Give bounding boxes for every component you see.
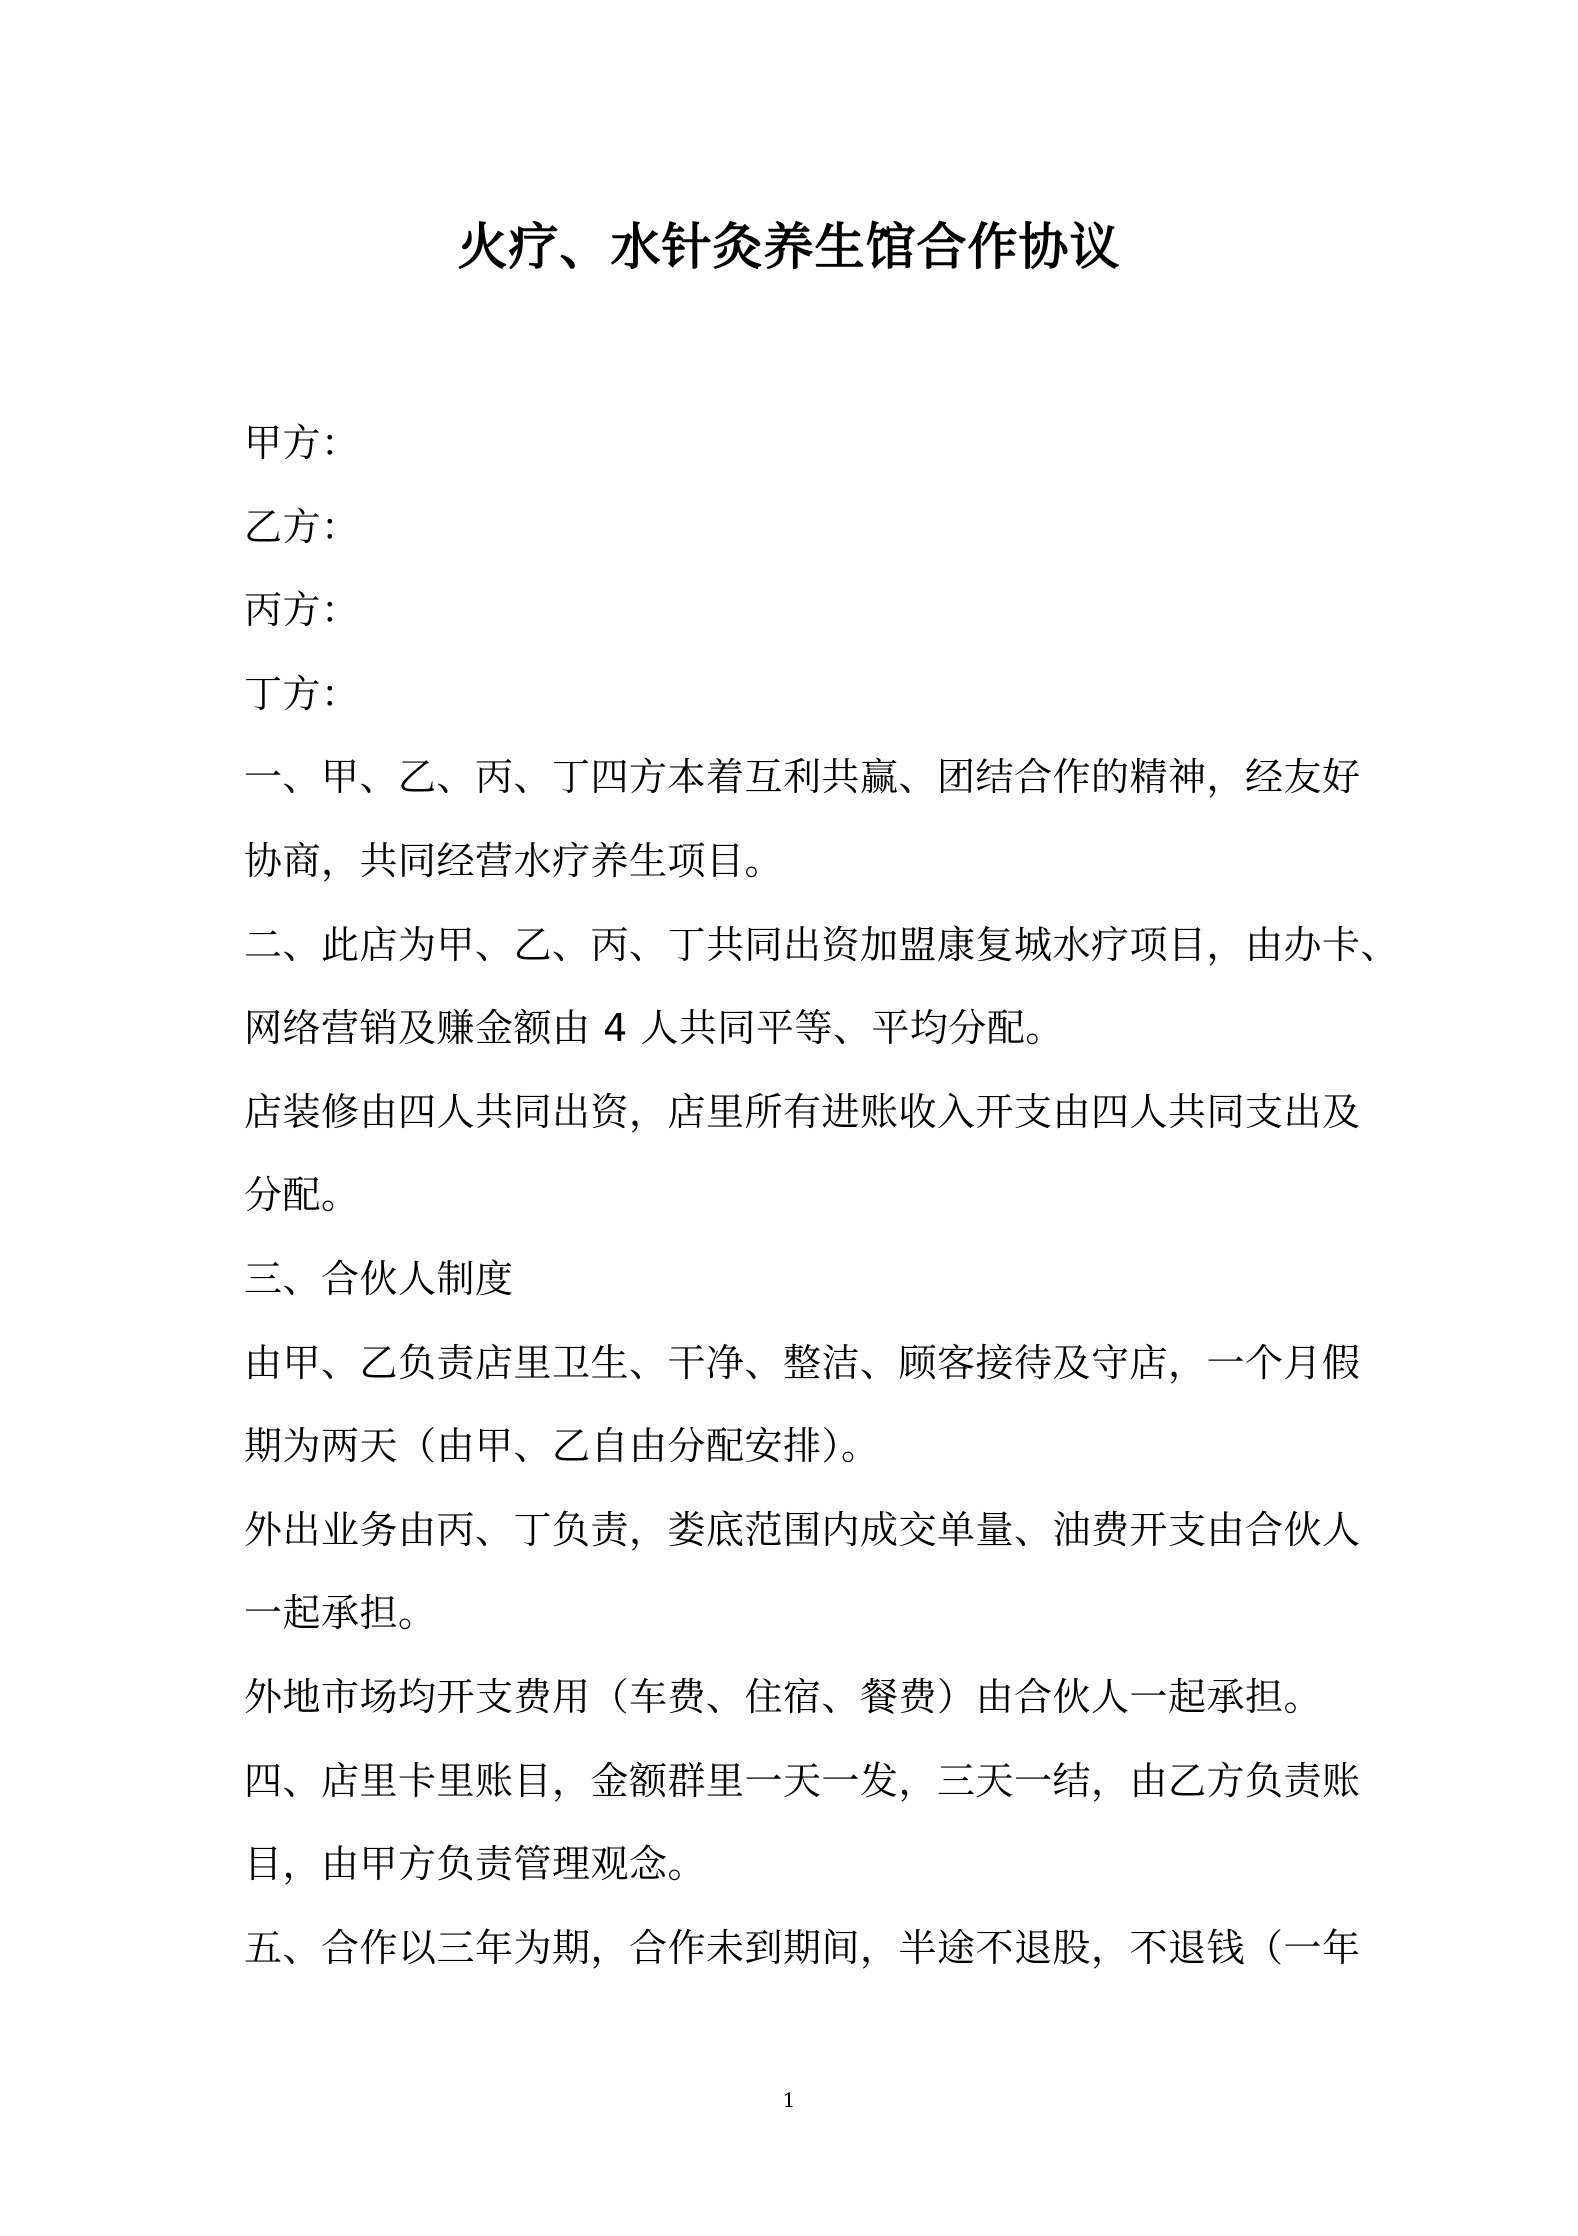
clause-5-line-1: 五、合作以三年为期，合作未到期间，半途不退股，不退钱（一年 (244, 1925, 1361, 1970)
clause-3-line-1: 由甲、乙负责店里卫生、干净、整洁、顾客接待及守店，一个月假 (244, 1340, 1361, 1385)
clause-4-line-1: 四、店里卡里账目，金额群里一天一发，三天一结，由乙方负责账 (244, 1758, 1361, 1803)
party-b-line: 乙方： (244, 504, 360, 549)
clause-1-line-1: 一、甲、乙、丙、丁四方本着互利共赢、团结合作的精神，经友好 (244, 755, 1361, 800)
clause-2-line-3: 店装修由四人共同出资，店里所有进账收入开支由四人共同支出及 (244, 1089, 1361, 1134)
party-d-line: 丁方： (244, 671, 360, 716)
clause-3-line-3: 外出业务由丙、丁负责，娄底范围内成交单量、油费开支由合伙人 (244, 1507, 1361, 1552)
clause-2-line-4: 分配。 (244, 1173, 360, 1218)
party-a-line: 甲方： (244, 421, 360, 465)
clause-3-heading: 三、合伙人制度 (244, 1256, 514, 1301)
clause-4-line-2: 目，由甲方负责管理观念。 (244, 1842, 707, 1887)
clause-3-line-4: 一起承担。 (244, 1591, 437, 1636)
clause-3-line-5: 外地市场均开支费用（车费、住宿、餐费）由合伙人一起承担。 (244, 1674, 1323, 1719)
clause-1-line-2: 协商，共同经营水疗养生项目。 (244, 838, 784, 883)
clause-2-line-1: 二、此店为甲、乙、丙、丁共同出资加盟康复城水疗项目，由办卡、 (244, 922, 1400, 967)
page-number: 1 (782, 2088, 796, 2112)
document-title: 火疗、水针灸养生馆合作协议 (457, 218, 1121, 276)
party-c-line: 丙方： (244, 588, 360, 633)
clause-3-line-2: 期为两天（由甲、乙自由分配安排）。 (244, 1424, 880, 1469)
document-body (244, 402, 1400, 1990)
clause-2-line-2: 网络营销及赚金额由 4 人共同平等、平均分配。 (244, 1006, 1064, 1051)
